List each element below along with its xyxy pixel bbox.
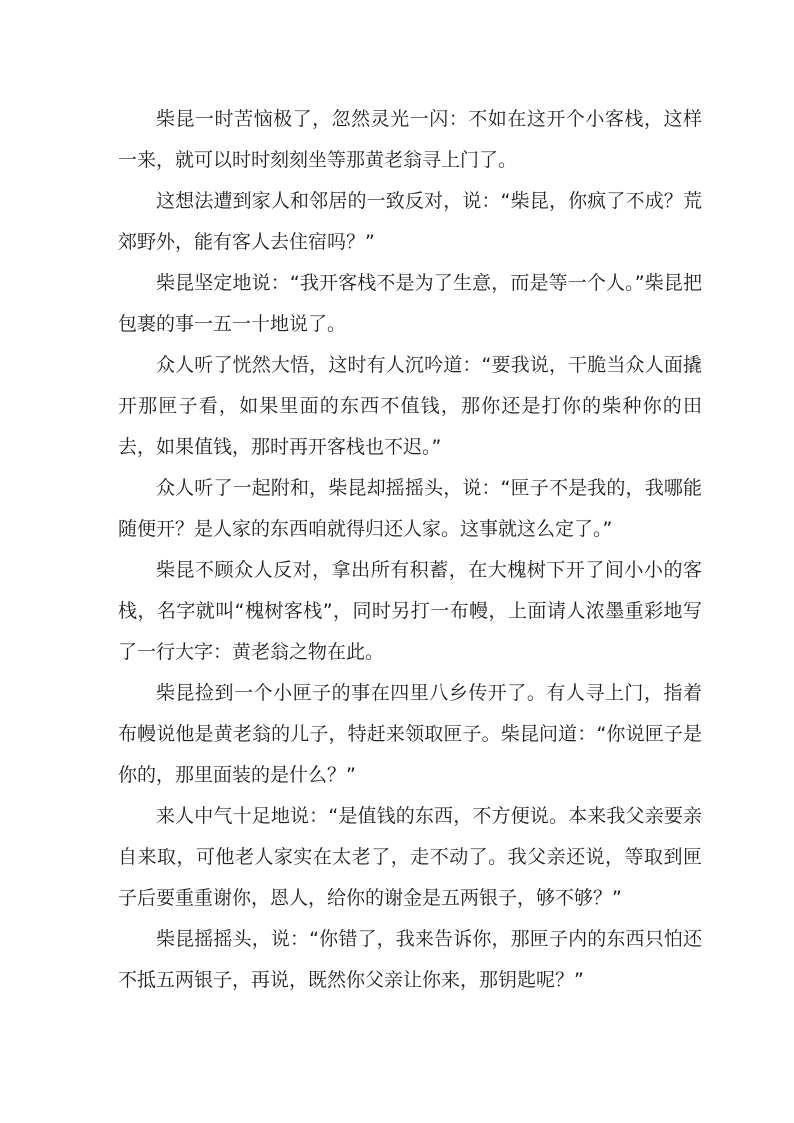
story-text bbox=[118, 99, 702, 1001]
paragraph-6: 柴昆不顾众人反对，拿出所有积蓄，在大槐树下开了间小小的客栈，名字就叫“槐树客栈”，同时另打一布幔，上面请人浓墨重彩地写了一行大字：黄老翁之物在此。 bbox=[118, 559, 702, 663]
paragraph-2: 这想法遭到家人和邻居的一致反对，说：“柴昆，你疯了不成？荒郊野外，能有客人去住宿吗？” bbox=[118, 190, 702, 253]
paragraph-8: 来人中气十足地说：“是值钱的东西，不方便说。本来我父亲要亲自来取，可他老人家实在太老了，走不动了。我父亲还说，等取到匣子后要重重谢你，恩人，给你的谢金是五两银子，够不够？” bbox=[118, 805, 702, 909]
paragraph-1: 柴昆一时苦恼极了，忽然灵光一闪：不如在这开个小客栈，这样一来，就可以时时刻刻坐等那黄老翁寻上门了。 bbox=[118, 108, 702, 171]
paragraph-4: 众人听了恍然大悟，这时有人沉吟道：“要我说，干脆当众人面撬开那匣子看，如果里面的东西不值钱，那你还是打你的柴种你的田去，如果值钱，那时再开客栈也不迟。” bbox=[118, 354, 702, 458]
paragraph-7: 柴昆捡到一个小匣子的事在四里八乡传开了。有人寻上门，指着布幔说他是黄老翁的儿子，特赶来领取匣子。柴昆问道：“你说匣子是你的，那里面装的是什么？” bbox=[118, 682, 702, 786]
paragraph-5: 众人听了一起附和，柴昆却摇摇头，说：“匣子不是我的，我哪能随便开？是人家的东西咱就得归还人家。这事就这么定了。” bbox=[118, 477, 702, 540]
paragraph-9: 柴昆摇摇头，说：“你错了，我来告诉你，那匣子内的东西只怕还不抵五两银子，再说，既然你父亲让你来，那钥匙呢？” bbox=[118, 928, 702, 991]
paragraph-3: 柴昆坚定地说：“我开客栈不是为了生意，而是等一个人。”柴昆把包裹的事一五一十地说了。 bbox=[118, 272, 702, 335]
